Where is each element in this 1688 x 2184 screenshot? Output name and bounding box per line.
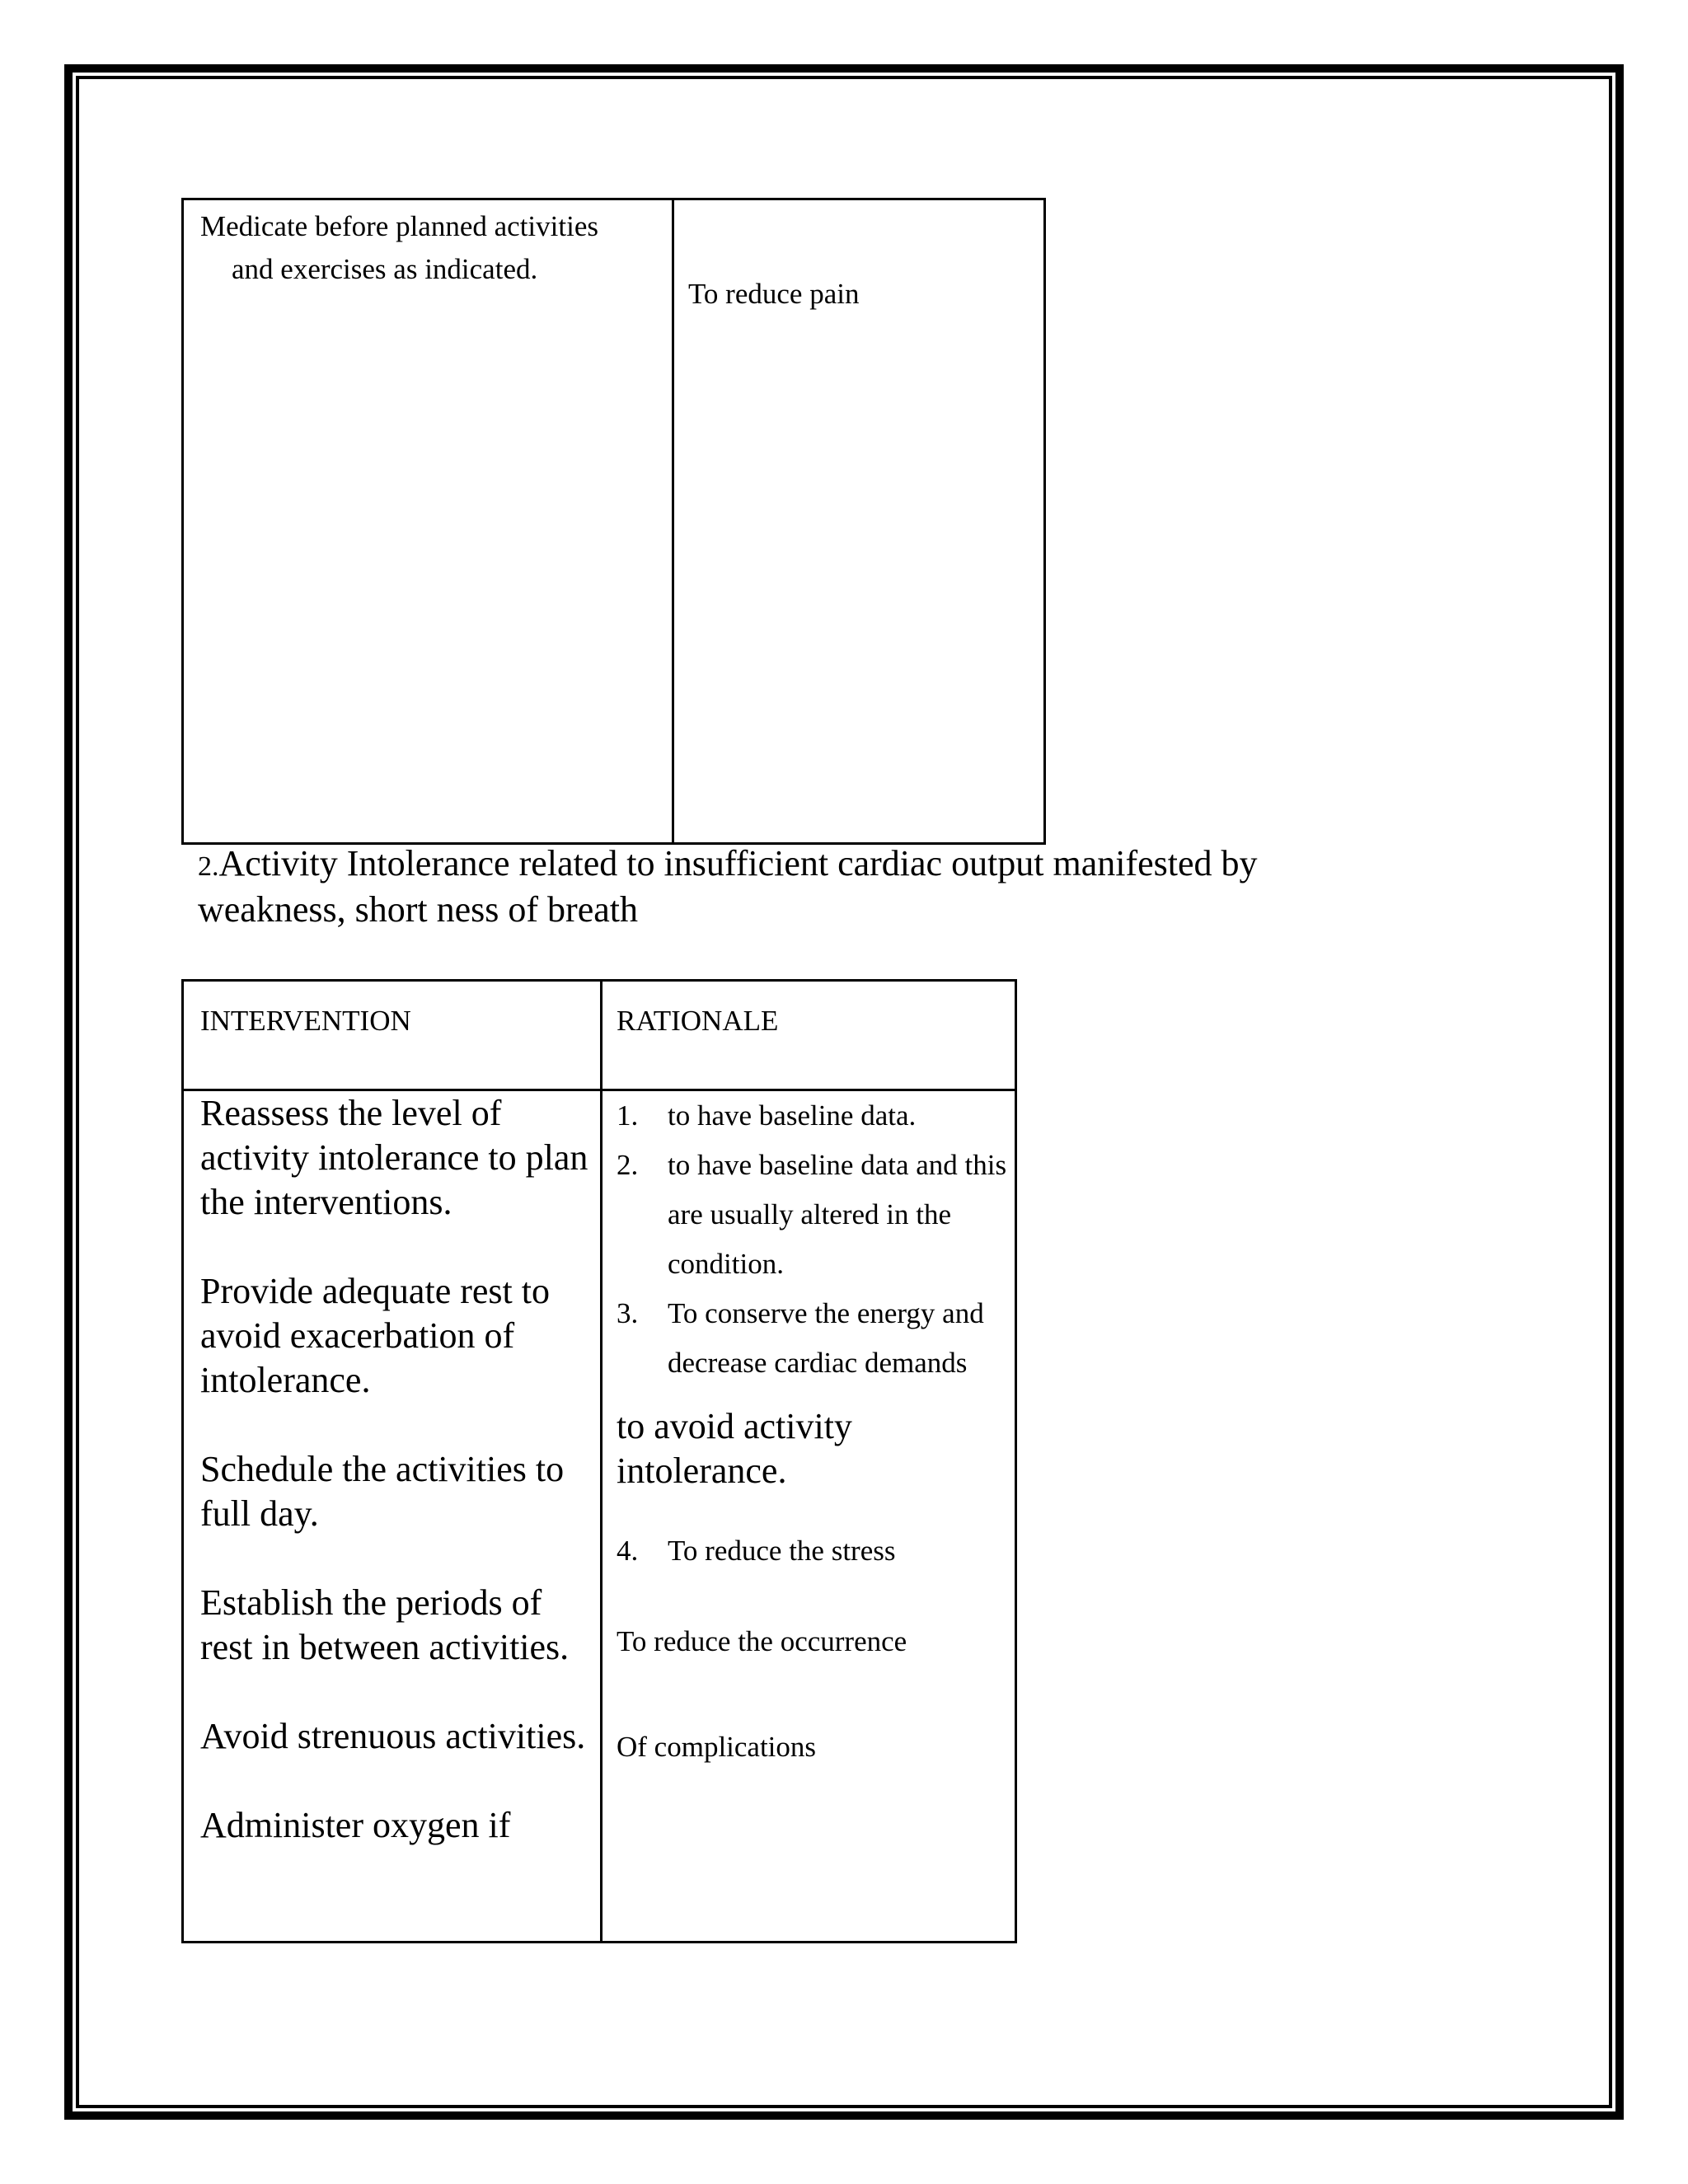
rationale-reduce-occurrence: To reduce the occurrence	[617, 1625, 907, 1657]
rationale-list-item-4	[617, 1526, 1012, 1576]
intervention-column	[200, 1091, 596, 1848]
diagnosis-number: 2.	[198, 851, 219, 882]
table-1-intervention-line-1: Medicate before planned activities	[200, 210, 598, 242]
rationale-complications: Of complications	[617, 1731, 817, 1763]
rationale-column	[617, 1091, 1012, 1772]
care-plan-table-2	[181, 979, 1017, 1943]
rationale-number: 1.	[617, 1099, 639, 1132]
header-intervention: INTERVENTION	[200, 1005, 411, 1037]
rationale-text: to have baseline data and this are usually altered in the condition.	[668, 1149, 1007, 1280]
rationale-list-item	[617, 1289, 1012, 1388]
header-rationale: RATIONALE	[617, 1005, 779, 1037]
care-plan-table-1	[181, 198, 1046, 845]
intervention-item: Reassess the level of activity intolerance to plan the interventions.	[200, 1093, 588, 1222]
rationale-avoid-intolerance: to avoid activity intolerance.	[617, 1406, 852, 1491]
intervention-item: Avoid strenuous activities.	[200, 1716, 586, 1756]
diagnosis-text-line-1: Activity Intolerance related to insufficient cardiac output manifested by	[218, 843, 1258, 883]
rationale-list-item	[617, 1141, 1012, 1289]
nursing-diagnosis-2	[198, 842, 1599, 931]
intervention-item: Schedule the activities to full day.	[200, 1449, 565, 1534]
table-1-intervention-line-2: and exercises as indicated.	[232, 253, 538, 285]
table-1-column-divider	[672, 200, 674, 842]
rationale-text: To conserve the energy and decrease cardiac demands	[668, 1297, 984, 1379]
intervention-item: Administer oxygen if	[200, 1805, 511, 1845]
rationale-list	[617, 1091, 1012, 1388]
rationale-number: 4.	[617, 1535, 639, 1567]
rationale-list-item	[617, 1091, 1012, 1141]
rationale-text: To reduce the stress	[668, 1535, 896, 1567]
diagnosis-text-line-2: weakness, short ness of breath	[198, 889, 638, 930]
table-2-column-divider	[600, 982, 603, 1941]
table-1-rationale-cell: To reduce pain	[688, 278, 860, 310]
intervention-item: Provide adequate rest to avoid exacerbation of intolerance.	[200, 1271, 550, 1400]
rationale-number: 3.	[617, 1297, 639, 1329]
intervention-item: Establish the periods of rest in between activities.	[200, 1582, 570, 1667]
table-1-intervention-cell	[200, 205, 662, 291]
rationale-text: to have baseline data.	[668, 1099, 917, 1132]
rationale-number: 2.	[617, 1149, 639, 1181]
